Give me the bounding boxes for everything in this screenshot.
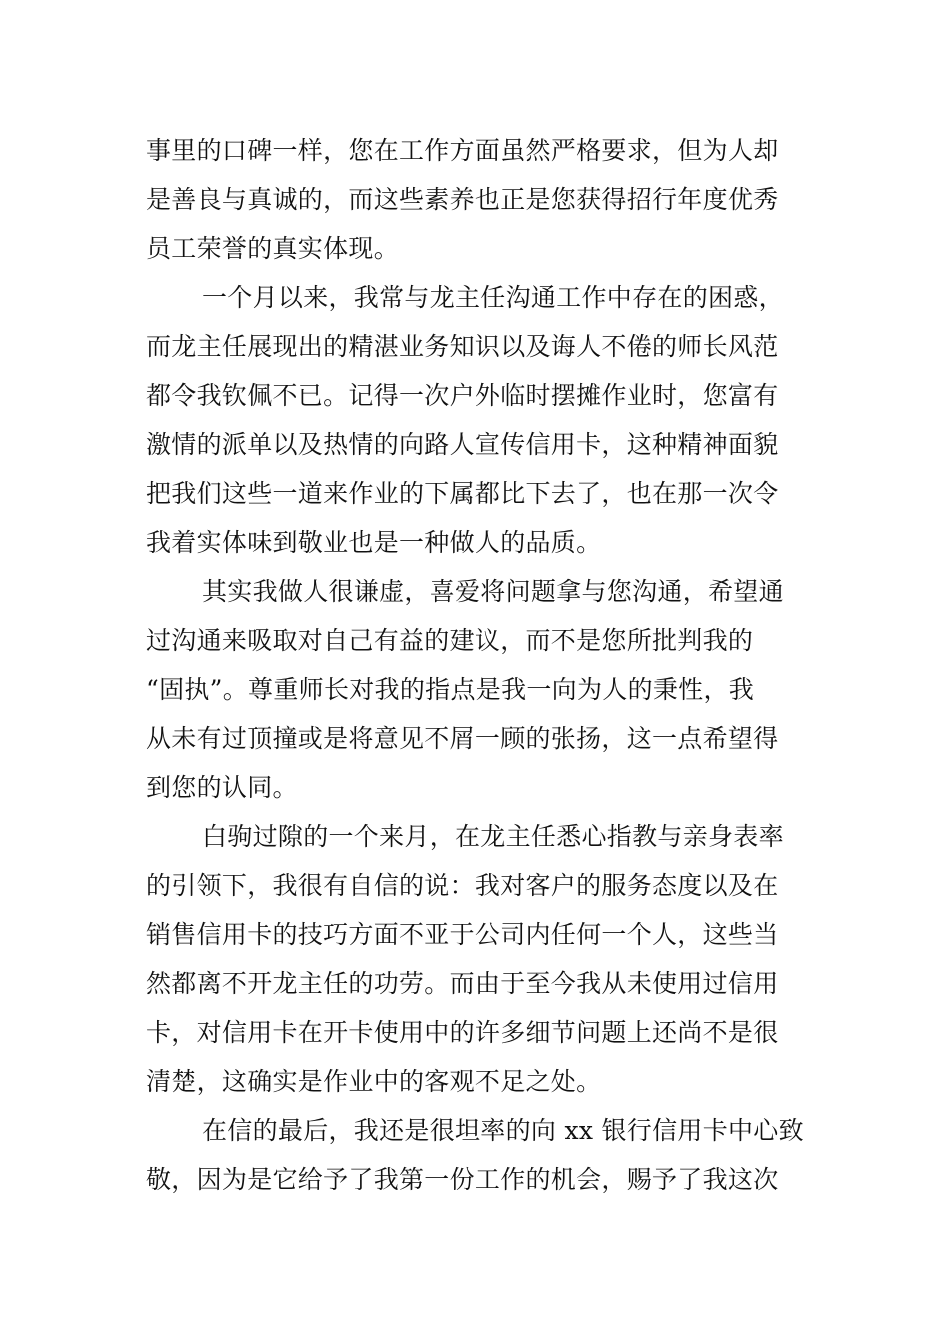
text-line: 员工荣誉的真实体现。 [146,234,400,263]
text-line: 把我们这些一道来作业的下属都比下去了，也在那一次令 [146,479,779,508]
text-line: 到您的认同。 [146,773,298,802]
text-line: 而龙主任展现出的精湛业务知识以及诲人不倦的师长风范 [146,332,779,361]
text-line: 的引领下，我很有自信的说：我对客户的服务态度以及在 [146,871,779,900]
paragraph-first-line: 在信的最后，我还是很坦率的向 xx 银行信用卡中心致 [202,1116,804,1145]
paragraph-first-line: 其实我做人很谦虚，喜爱将问题拿与您沟通，希望通 [202,577,784,606]
paragraph-first-line: 白驹过隙的一个来月，在龙主任悉心指教与亲身表率 [202,822,784,851]
text-line: 激情的派单以及热情的向路人宣传信用卡，这种精神面貌 [146,430,779,459]
paragraph-first-line: 一个月以来，我常与龙主任沟通工作中存在的困惑， [202,283,784,312]
text-line: 卡，对信用卡在开卡使用中的许多细节问题上还尚不是很 [146,1018,779,1047]
text-line: 事里的口碑一样，您在工作方面虽然严格要求，但为人却 [146,136,779,165]
document-body [0,126,950,1204]
text-line: 敬，因为是它给予了我第一份工作的机会，赐予了我这次 [146,1165,779,1194]
text-line: 过沟通来吸取对自己有益的建议，而不是您所批判我的 [146,626,754,655]
text-line: 清楚，这确实是作业中的客观不足之处。 [146,1067,602,1096]
text-line: 是善良与真诚的，而这些素养也正是您获得招行年度优秀 [146,185,779,214]
text-line: “固执”。尊重师长对我的指点是我一向为人的秉性，我 [146,675,755,704]
text-line: 都令我钦佩不已。记得一次户外临时摆摊作业时，您富有 [146,381,779,410]
text-line: 销售信用卡的技巧方面不亚于公司内任何一个人，这些当 [146,920,779,949]
text-line: 从未有过顶撞或是将意见不屑一顾的张扬，这一点希望得 [146,724,779,753]
text-line: 然都离不开龙主任的功劳。而由于至今我从未使用过信用 [146,969,779,998]
text-line: 我着实体味到敬业也是一种做人的品质。 [146,528,602,557]
